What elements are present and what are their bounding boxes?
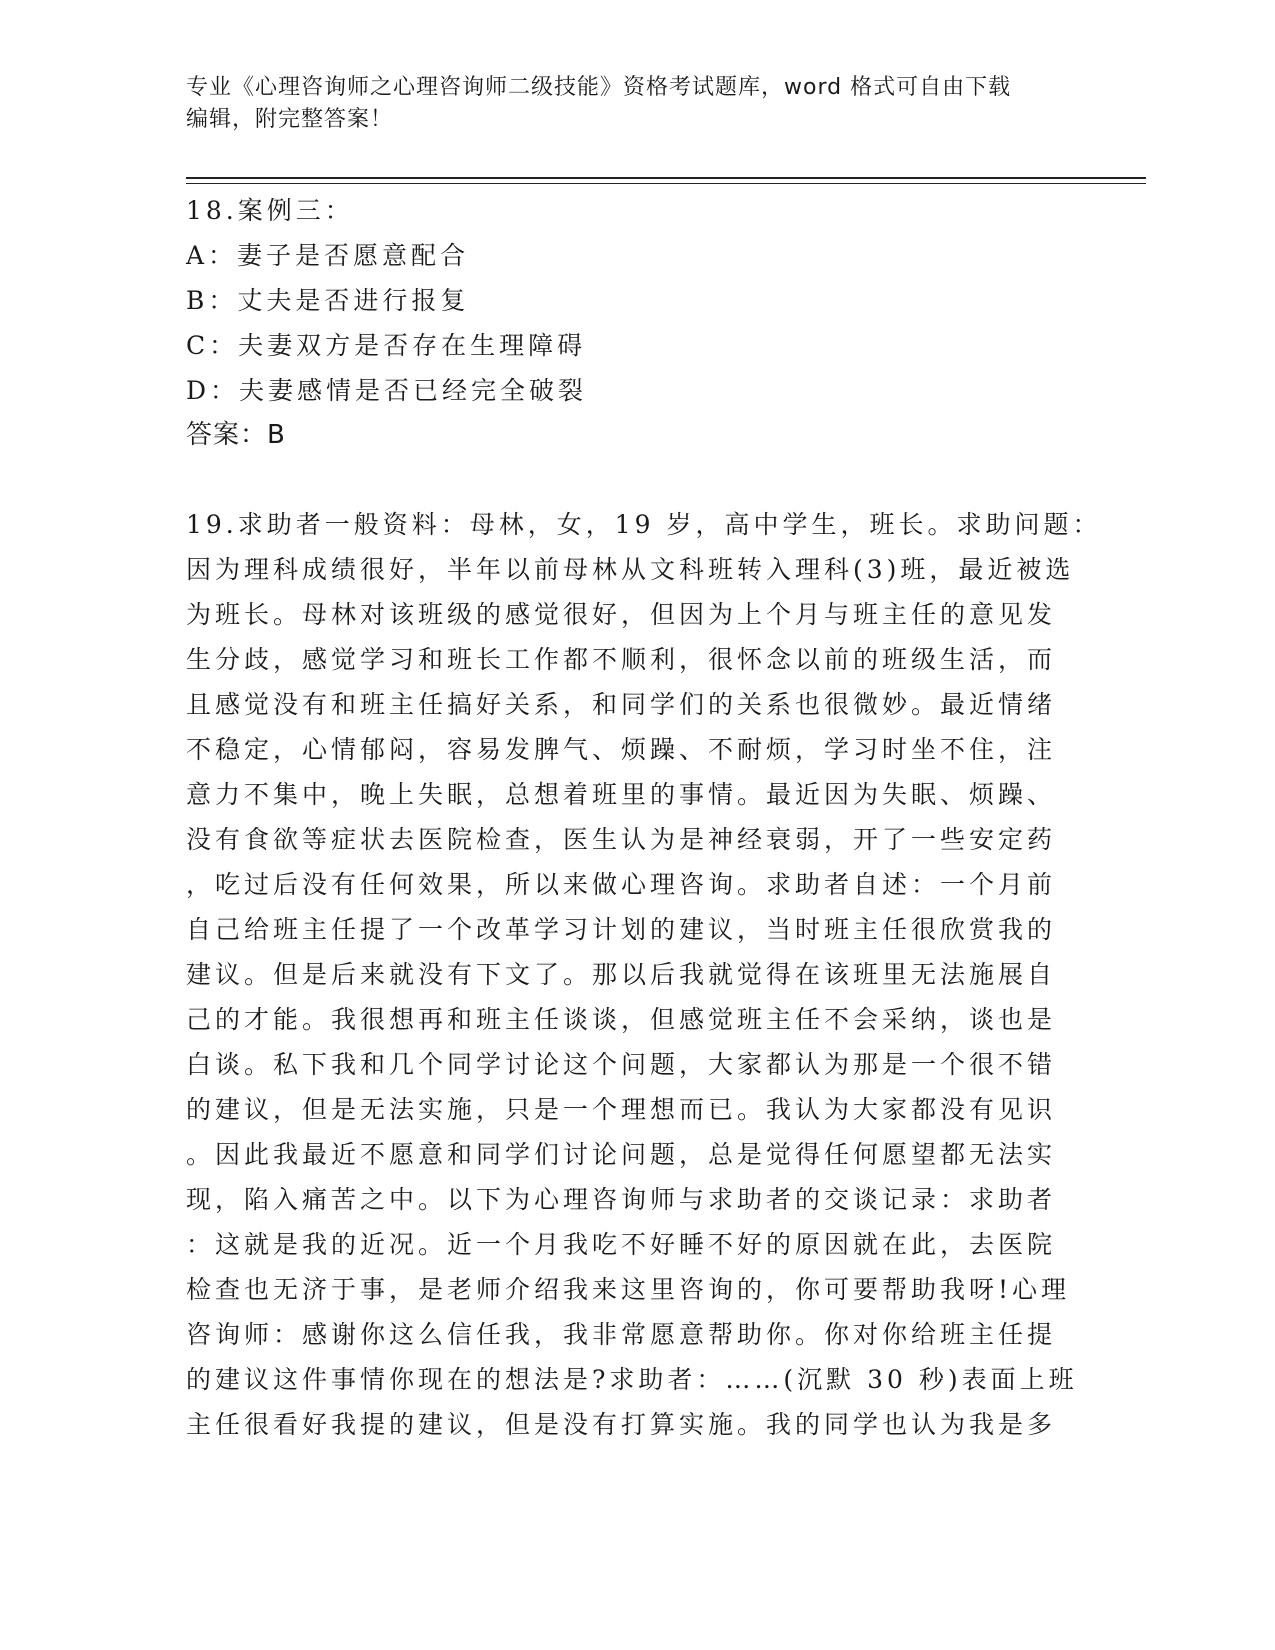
paragraph-line: 检查也无济于事，是老师介绍我来这里咨询的，你可要帮助我呀!心理 <box>186 1275 1071 1304</box>
header-rule-thin <box>186 183 1146 184</box>
header-rule-thick <box>186 177 1146 179</box>
question-18 <box>186 188 1066 458</box>
paragraph-line: 为班长。母林对该班级的感觉很好，但因为上个月与班主任的意见发 <box>186 600 1057 629</box>
paragraph-line: 没有食欲等症状去医院检查，医生认为是神经衰弱，开了一些安定药 <box>186 825 1057 854</box>
paragraph-line: 因为理科成绩很好，半年以前母林从文科班转入理科(3)班，最近被选 <box>186 555 1075 584</box>
question-19 <box>186 502 1102 1447</box>
paragraph-line: 白谈。私下我和几个同学讨论这个问题，大家都认为那是一个很不错 <box>186 1050 1057 1079</box>
spacer <box>186 458 1066 502</box>
header-line-1: 专业《心理咨询师之心理咨询师二级技能》资格考试题库，word 格式可自由下载 <box>186 75 1012 100</box>
paragraph-line: 意力不集中，晚上失眠，总想着班里的事情。最近因为失眠、烦躁、 <box>186 780 1057 809</box>
page-header <box>186 72 1046 136</box>
paragraph-line: 咨询师：感谢你这么信任我，我非常愿意帮助你。你对你给班主任提 <box>186 1320 1057 1349</box>
paragraph-line: 。因此我最近不愿意和同学们讨论问题，总是觉得任何愿望都无法实 <box>186 1140 1057 1169</box>
paragraph-line: 的建议这件事情你现在的想法是?求助者：……(沉默 30 秒)表面上班 <box>186 1365 1078 1394</box>
header-line-2: 编辑，附完整答案！ <box>186 107 394 132</box>
paragraph-line: 且感觉没有和班主任搞好关系，和同学们的关系也很微妙。最近情绪 <box>186 690 1057 719</box>
paragraph-line: ，吃过后没有任何效果，所以来做心理咨询。求助者自述：一个月前 <box>186 870 1057 899</box>
paragraph-line: 己的才能。我很想再和班主任谈谈，但感觉班主任不会采纳，谈也是 <box>186 1005 1057 1034</box>
paragraph-line: 不稳定，心情郁闷，容易发脾气、烦躁、不耐烦，学习时坐不住，注 <box>186 735 1057 764</box>
option-c: C：夫妻双方是否存在生理障碍 <box>186 331 587 360</box>
paragraph-line: 生分歧，感觉学习和班长工作都不顺利，很怀念以前的班级生活，而 <box>186 645 1057 674</box>
paragraph-line: ：这就是我的近况。近一个月我吃不好睡不好的原因就在此，去医院 <box>186 1230 1057 1259</box>
option-a: A：妻子是否愿意配合 <box>186 241 470 270</box>
paragraph-line: 19.求助者一般资料：母林，女，19 岁，高中学生，班长。求助问题： <box>186 510 1102 539</box>
paragraph-line: 主任很看好我提的建议，但是没有打算实施。我的同学也认为我是多 <box>186 1410 1057 1439</box>
question-stem: 18.案例三： <box>186 196 354 225</box>
option-b: B：丈夫是否进行报复 <box>186 286 470 315</box>
paragraph-line: 自己给班主任提了一个改革学习计划的建议，当时班主任很欣赏我的 <box>186 915 1057 944</box>
paragraph-line: 现，陷入痛苦之中。以下为心理咨询师与求助者的交谈记录：求助者 <box>186 1185 1057 1214</box>
page-content <box>186 188 1102 1447</box>
answer: 答案：B <box>186 420 286 450</box>
paragraph-line: 的建议，但是无法实施，只是一个理想而已。我认为大家都没有见识 <box>186 1095 1057 1124</box>
paragraph-line: 建议。但是后来就没有下文了。那以后我就觉得在该班里无法施展自 <box>186 960 1057 989</box>
option-d: D：夫妻感情是否已经完全破裂 <box>186 376 588 405</box>
